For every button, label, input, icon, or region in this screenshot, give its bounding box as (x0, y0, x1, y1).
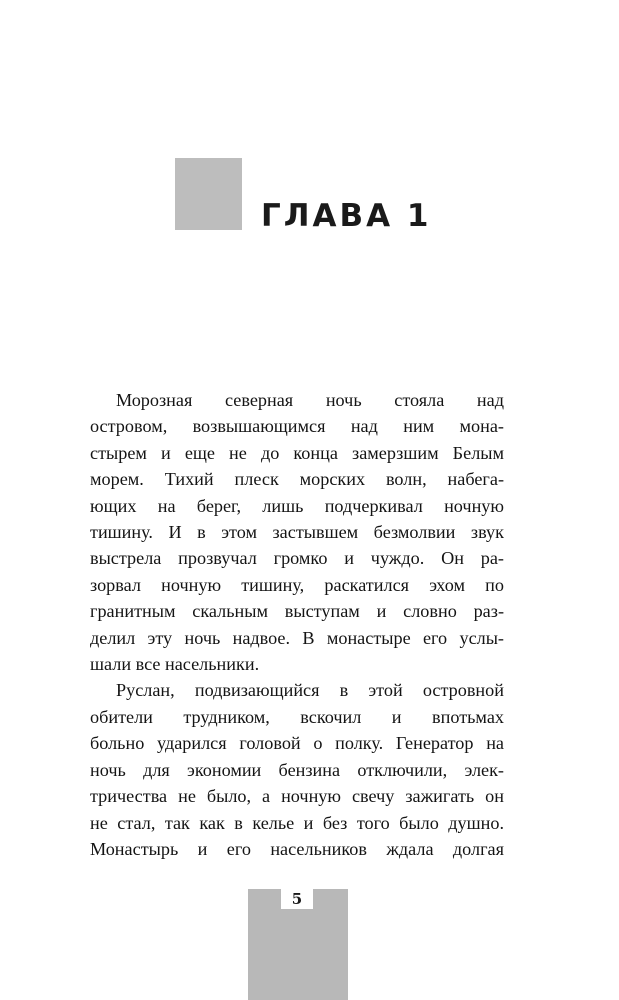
text-line: выстрела прозвучал громко и чуждо. Он ра- (90, 548, 504, 569)
text-line: ющих на берег, лишь подчеркивал ночную (90, 495, 504, 516)
text-line: гранитным скальным выступам и словно раз- (90, 601, 504, 622)
text-line: больно ударился головой о полку. Генератор на (90, 733, 504, 754)
text-line: не стал, так как в келье и без того было душно. (90, 812, 504, 833)
text-line: островом, возвышающимся над ним мона- (90, 416, 504, 437)
text-line: тишину. И в этом застывшем безмолвии звук (90, 522, 504, 543)
paragraph-2 (90, 677, 504, 862)
text-line: зорвал ночную тишину, раскатился эхом по (90, 574, 504, 595)
paragraph-1 (90, 387, 504, 677)
text-line: делил эту ночь надвое. В монастыре его услы- (90, 627, 504, 648)
text-line: шали все насельники. (90, 654, 260, 675)
text-line: ночь для экономии бензина отключили, элек- (90, 759, 504, 780)
text-line: стырем и еще не до конца замерзшим Белым (90, 442, 504, 463)
chapter-title: ГЛАВА 1 (261, 198, 432, 234)
page-number: 5 (291, 890, 303, 908)
text-line: Монастырь и его насельников ждала долгая (90, 838, 504, 859)
text-line: обители трудником, вскочил и впотьмах (90, 706, 504, 727)
text-line: Морозная северная ночь стояла над (116, 390, 504, 410)
text-line: морем. Тихий плеск морских волн, набега- (90, 469, 504, 490)
text-line: Руслан, подвизающийся в этой островной (116, 680, 504, 701)
chapter-decorative-block (175, 158, 242, 230)
body-text (90, 387, 504, 862)
text-line: тричества не было, а ночную свечу зажигать он (90, 786, 504, 807)
